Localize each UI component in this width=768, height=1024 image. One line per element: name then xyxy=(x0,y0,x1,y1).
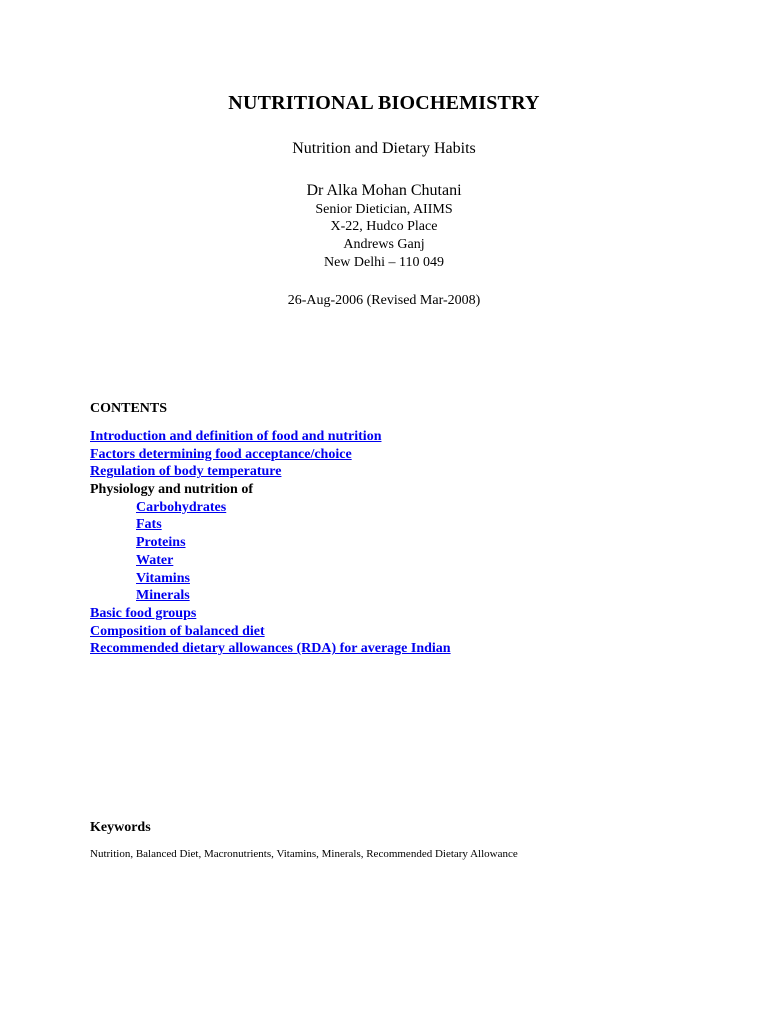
toc-item xyxy=(0,534,768,552)
toc-item xyxy=(0,587,768,605)
keywords-list: Nutrition, Balanced Diet, Macronutrients, Vitamins, Minerals, Recommended Dietary Allowance xyxy=(90,848,518,860)
document-subtitle: Nutrition and Dietary Habits xyxy=(292,140,476,157)
toc-link-minerals[interactable]: Minerals xyxy=(136,588,190,604)
keywords-heading: Keywords xyxy=(90,820,151,835)
toc-item xyxy=(0,623,768,641)
toc-item xyxy=(0,446,768,464)
contents-heading: CONTENTS xyxy=(90,401,168,416)
toc-link-body-temperature[interactable]: Regulation of body temperature xyxy=(90,464,282,480)
toc-item xyxy=(0,640,768,658)
document-date: 26-Aug-2006 (Revised Mar-2008) xyxy=(287,293,481,308)
document-title: NUTRITIONAL BIOCHEMISTRY xyxy=(228,92,540,114)
toc-link-carbohydrates[interactable]: Carbohydrates xyxy=(136,499,227,515)
toc-link-proteins[interactable]: Proteins xyxy=(136,535,186,551)
toc-item xyxy=(0,499,768,517)
toc-item xyxy=(0,481,768,499)
toc-item xyxy=(0,428,768,446)
author-name: Dr Alka Mohan Chutani xyxy=(306,182,462,199)
author-affiliation: Senior Dietician, AIIMS xyxy=(315,202,453,217)
toc-link-vitamins[interactable]: Vitamins xyxy=(136,570,190,586)
toc-link-water[interactable]: Water xyxy=(136,552,174,568)
toc-item xyxy=(0,463,768,481)
toc-item xyxy=(0,570,768,588)
toc-section-label-physiology: Physiology and nutrition of xyxy=(90,482,253,498)
address-line-area: Andrews Ganj xyxy=(343,237,425,252)
toc-link-balanced-diet[interactable]: Composition of balanced diet xyxy=(90,623,265,639)
toc-item xyxy=(0,552,768,570)
table-of-contents xyxy=(0,428,768,658)
toc-item xyxy=(0,516,768,534)
toc-link-rda[interactable]: Recommended dietary allowances (RDA) for average Indian xyxy=(90,641,451,657)
address-line-city: New Delhi – 110 049 xyxy=(323,255,445,270)
toc-link-food-acceptance[interactable]: Factors determining food acceptance/choice xyxy=(90,446,352,462)
toc-item xyxy=(0,605,768,623)
toc-link-basic-food-groups[interactable]: Basic food groups xyxy=(90,605,197,621)
toc-link-fats[interactable]: Fats xyxy=(136,517,162,533)
address-line-street: X-22, Hudco Place xyxy=(330,219,438,234)
toc-link-introduction[interactable]: Introduction and definition of food and nutrition xyxy=(90,429,382,444)
